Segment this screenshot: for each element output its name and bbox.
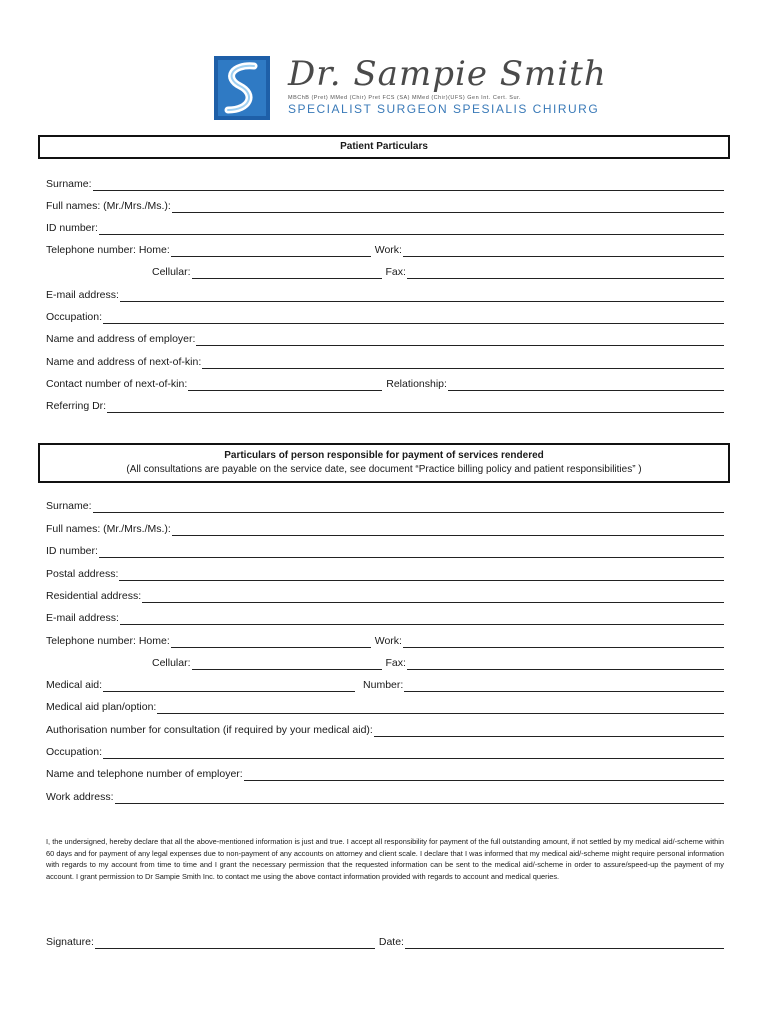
field-label: ID number: — [46, 222, 98, 234]
field-label: Contact number of next-of-kin: — [46, 378, 188, 390]
field-label: Name and address of employer: — [46, 333, 196, 345]
field-label: Work: — [374, 244, 402, 256]
payer-occupation-field[interactable] — [103, 747, 724, 759]
patient-cell-row — [46, 265, 724, 279]
payer-occupation-row — [46, 745, 724, 759]
patient-tel-work-field[interactable] — [403, 245, 724, 257]
patient-email-field[interactable] — [120, 290, 724, 302]
field-label: Cellular: — [152, 266, 191, 278]
patient-next-of-kin-field[interactable] — [202, 357, 724, 369]
declaration-text: I, the undersigned, hereby declare that all the above-mentioned information is just and true. I accept all responsibility for payment of the full outstanding amount, if not settled by my medical aid/-scheme within 60 days and for payment of any legal expenses due to non-payment of any accounts on attorney and client scale. I declare that I was informed that my medical aid/-scheme might require personal information with regards to my account from time to time and I grant the necessary permission that the requested information can be sent to the medical aid/-scheme in order to assure/speed-up the payment of my account. I grant permission to Dr Sampie Smith Inc. to contact me using the above contact information provided with regards to account and medical queries. — [46, 837, 724, 881]
patient-tel-home-field[interactable] — [171, 245, 371, 257]
practice-subtitle: SPECIALIST SURGEON SPESIALIS CHIRURG — [288, 102, 600, 116]
field-label: Surname: — [46, 178, 92, 190]
field-label: Residential address: — [46, 590, 142, 602]
practice-name: Dr. Sampie Smith — [288, 54, 607, 94]
payer-email-row — [46, 611, 724, 625]
payer-residential-row — [46, 589, 724, 603]
payer-medical-aid-field[interactable] — [103, 680, 355, 692]
field-label: Occupation: — [46, 311, 103, 323]
field-label: Work address: — [46, 791, 114, 803]
field-label: ID number: — [46, 545, 98, 557]
payer-plan-row — [46, 700, 724, 714]
payer-cellular-field[interactable] — [192, 658, 382, 670]
field-label: Number: — [363, 679, 404, 691]
s-logo-icon — [214, 56, 270, 120]
patient-email-row — [46, 288, 724, 302]
payer-fax-field[interactable] — [407, 658, 724, 670]
patient-tel-row — [46, 243, 724, 257]
patient-occupation-field[interactable] — [103, 312, 724, 324]
field-label: Occupation: — [46, 746, 103, 758]
section-title: Patient Particulars — [340, 141, 428, 152]
payer-surname-field[interactable] — [93, 501, 724, 513]
patient-full-names-field[interactable] — [172, 201, 724, 213]
field-label: Fax: — [385, 657, 406, 669]
signature-row — [46, 935, 724, 949]
section-note: (All consultations are payable on the service date, see document “Practice billing policy and patient responsibilities” ) — [126, 464, 642, 475]
field-label: Referring Dr: — [46, 400, 107, 412]
patient-surname-field[interactable] — [93, 179, 724, 191]
payer-tel-row — [46, 634, 724, 648]
signature-field[interactable] — [95, 937, 375, 949]
patient-referring-dr-field[interactable] — [107, 401, 724, 413]
field-label: Telephone number: Home: — [46, 244, 170, 256]
payer-residential-field[interactable] — [142, 591, 724, 603]
field-label: Name and telephone number of employer: — [46, 768, 243, 780]
payer-medical-aid-row — [46, 678, 724, 692]
field-label: Full names: (Mr./Mrs./Ms.): — [46, 523, 171, 535]
field-label: Medical aid: — [46, 679, 103, 691]
field-label: Surname: — [46, 500, 92, 512]
payer-tel-home-field[interactable] — [171, 636, 371, 648]
payer-id-field[interactable] — [99, 546, 724, 558]
payer-postal-field[interactable] — [119, 569, 724, 581]
payer-full-names-field[interactable] — [172, 524, 724, 536]
patient-id-field[interactable] — [99, 223, 724, 235]
field-label: Fax: — [385, 266, 406, 278]
patient-relationship-field[interactable] — [448, 379, 724, 391]
patient-employer-row — [46, 332, 724, 346]
patient-kin-contact-field[interactable] — [188, 379, 382, 391]
field-label: Cellular: — [152, 657, 191, 669]
payer-work-address-row — [46, 790, 724, 804]
field-label: Telephone number: Home: — [46, 635, 170, 647]
field-label: Signature: — [46, 936, 94, 948]
payer-plan-field[interactable] — [157, 702, 724, 714]
patient-occupation-row — [46, 310, 724, 324]
date-field[interactable] — [405, 937, 724, 949]
payer-id-row — [46, 544, 724, 558]
payer-authorisation-row — [46, 723, 724, 737]
patient-employer-field[interactable] — [196, 334, 724, 346]
patient-fax-field[interactable] — [407, 267, 724, 279]
patient-full-names-row — [46, 199, 724, 213]
payer-authorisation-field[interactable] — [374, 725, 724, 737]
payer-full-names-row — [46, 522, 724, 536]
payer-email-field[interactable] — [120, 613, 724, 625]
payer-cell-row — [46, 656, 724, 670]
payer-surname-row — [46, 499, 724, 513]
practice-logo — [214, 54, 607, 122]
field-label: Relationship: — [386, 378, 447, 390]
patient-referring-row — [46, 399, 724, 413]
field-label: Postal address: — [46, 568, 119, 580]
patient-surname-row — [46, 177, 724, 191]
payer-tel-work-field[interactable] — [403, 636, 724, 648]
field-label: E-mail address: — [46, 612, 119, 624]
field-label: Date: — [378, 936, 404, 948]
field-label: Medical aid plan/option: — [46, 701, 157, 713]
patient-kin-contact-row — [46, 377, 724, 391]
payer-postal-row — [46, 567, 724, 581]
patient-cellular-field[interactable] — [192, 267, 382, 279]
field-label: Work: — [374, 635, 402, 647]
payer-section-header — [38, 443, 730, 483]
field-label: Authorisation number for consultation (if required by your medical aid): — [46, 724, 373, 736]
payer-employer-row — [46, 767, 724, 781]
patient-section-header — [38, 135, 730, 159]
section-title: Particulars of person responsible for payment of services rendered — [224, 450, 544, 461]
field-label: Full names: (Mr./Mrs./Ms.): — [46, 200, 171, 212]
practice-qualifications: MBChB (Pret) MMed (Chir) Pret FCS (SA) MMed (Chir)(UFS) Gen Int. Cert. Sur. — [288, 95, 522, 101]
field-label: Name and address of next-of-kin: — [46, 356, 202, 368]
field-label: E-mail address: — [46, 289, 119, 301]
payer-medical-aid-number-field[interactable] — [404, 680, 724, 692]
patient-next-of-kin-row — [46, 355, 724, 369]
payer-employer-field[interactable] — [244, 769, 724, 781]
payer-work-address-field[interactable] — [115, 792, 725, 804]
patient-id-row — [46, 221, 724, 235]
